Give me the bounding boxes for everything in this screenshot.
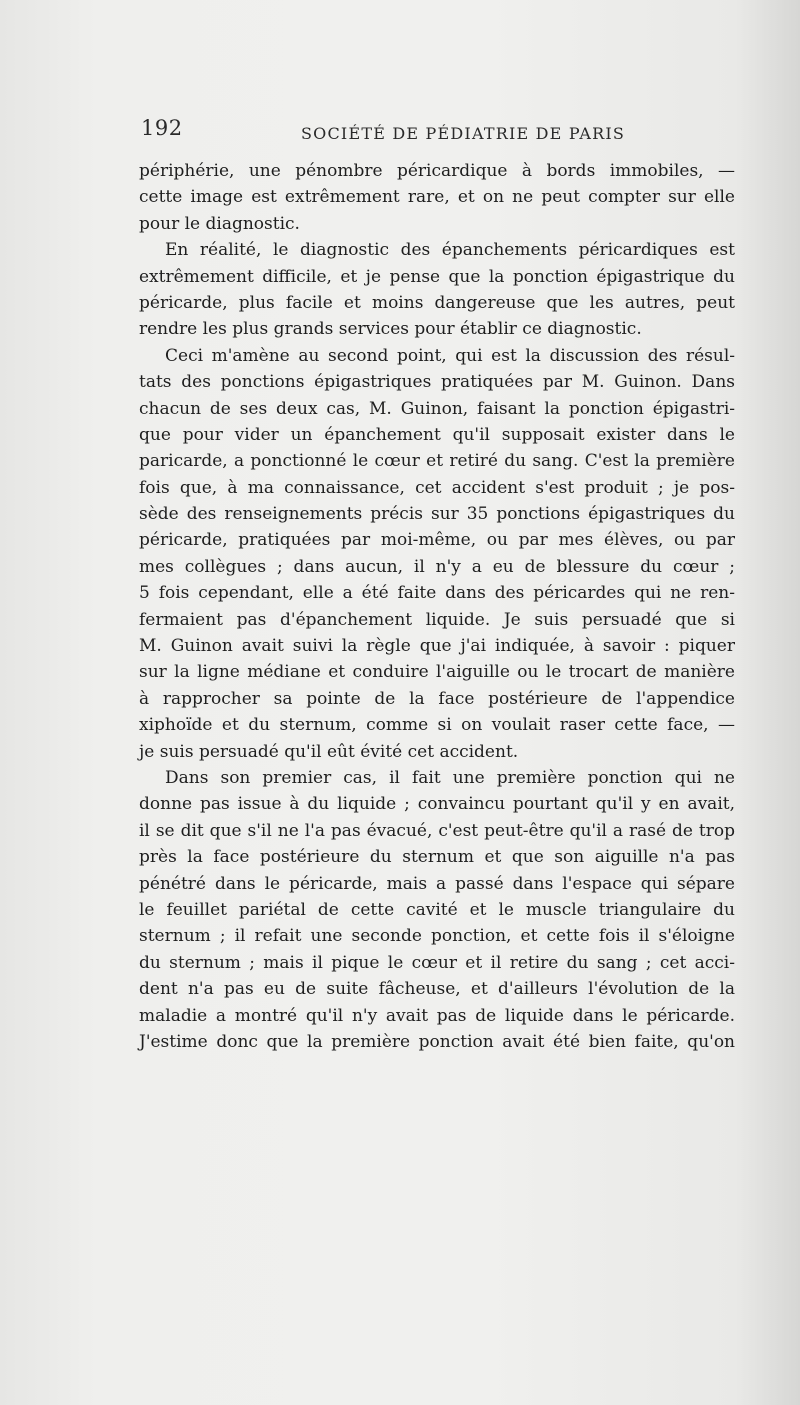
text-line: le feuillet pariétal de cette cavité et le muscle triangulaire du [139, 899, 735, 920]
text-line: donne pas issue à du liquide ; convaincu pourtant qu'il y en avait, [139, 794, 735, 815]
text-line: périphérie, une pénombre péricardique à bords immobiles, — [139, 161, 735, 181]
text-line: En réalité, le diagnostic des épanchements péricardiques est [165, 240, 735, 261]
running-title: SOCIÉTÉ DE PÉDIATRIE DE PARIS [301, 124, 626, 143]
text-line: paricarde, a ponctionné le cœur et retiré du sang. C'est la première [139, 451, 735, 472]
text-line: que pour vider un épanchement qu'il supposait exister dans le [139, 424, 735, 445]
running-head [0, 116, 800, 148]
text-line: M. Guinon avait suivi la règle que j'ai indiquée, à savoir : piquer [139, 636, 735, 657]
text-line: Ceci m'amène au second point, qui est la discussion des résul- [165, 345, 735, 366]
text-line: 5 fois cependant, elle a été faite dans des péricardes qui ne ren- [139, 583, 735, 604]
text-line: près la face postérieure du sternum et que son aiguille n'a pas [139, 847, 735, 868]
text-line: sternum ; il refait une seconde ponction, et cette fois il s'éloigne [139, 926, 735, 947]
text-line: rendre les plus grands services pour établir ce diagnostic. [139, 319, 642, 340]
text-line: fermaient pas d'épanchement liquide. Je suis persuadé que si [139, 609, 735, 630]
text-line: à rapprocher sa pointe de la face postérieure de l'appendice [139, 688, 735, 709]
text-line: sède des renseignements précis sur 35 ponctions épigastriques du [139, 504, 735, 525]
text-line: tats des ponctions épigastriques pratiquées par M. Guinon. Dans [139, 372, 735, 393]
text-line: je suis persuadé qu'il eût évité cet accident. [139, 741, 519, 762]
text-line: péricarde, plus facile et moins dangereuse que les autres, peut [139, 292, 735, 313]
text-line: du sternum ; mais il pique le cœur et il retire du sang ; cet acci- [139, 952, 735, 973]
text-line: cette image est extrêmement rare, et on ne peut compter sur elle [139, 187, 735, 208]
text-line: chacun de ses deux cas, M. Guinon, faisant la ponction épigastri- [139, 398, 735, 419]
text-line: mes collègues ; dans aucun, il n'y a eu de blessure du cœur ; [139, 556, 735, 577]
text-line: il se dit que s'il ne l'a pas évacué, c'est peut-être qu'il a rasé de trop [139, 820, 735, 841]
text-line: pour le diagnostic. [139, 213, 300, 234]
text-line: xiphoïde et du sternum, comme si on voulait raser cette face, — [139, 715, 735, 736]
body-text [139, 158, 735, 1055]
text-line: fois que, à ma connaissance, cet accident s'est produit ; je pos- [139, 477, 735, 498]
text-line: pénétré dans le péricarde, mais a passé dans l'espace qui sépare [139, 873, 735, 894]
text-line: Dans son premier cas, il fait une première ponction qui ne [165, 767, 735, 788]
text-line: dent n'a pas eu de suite fâcheuse, et d'ailleurs l'évolution de la [139, 979, 735, 1000]
text-line: maladie a montré qu'il n'y avait pas de liquide dans le péricarde. [139, 1005, 735, 1026]
text-line: extrêmement difficile, et je pense que la ponction épigastrique du [139, 266, 735, 287]
text-line: sur la ligne médiane et conduire l'aiguille ou le trocart de manière [139, 662, 735, 683]
text-line: péricarde, pratiquées par moi-même, ou par mes élèves, ou par [139, 530, 735, 551]
page-number: 192 [141, 116, 183, 140]
text-line: J'estime donc que la première ponction avait été bien faite, qu'on [139, 1031, 735, 1052]
